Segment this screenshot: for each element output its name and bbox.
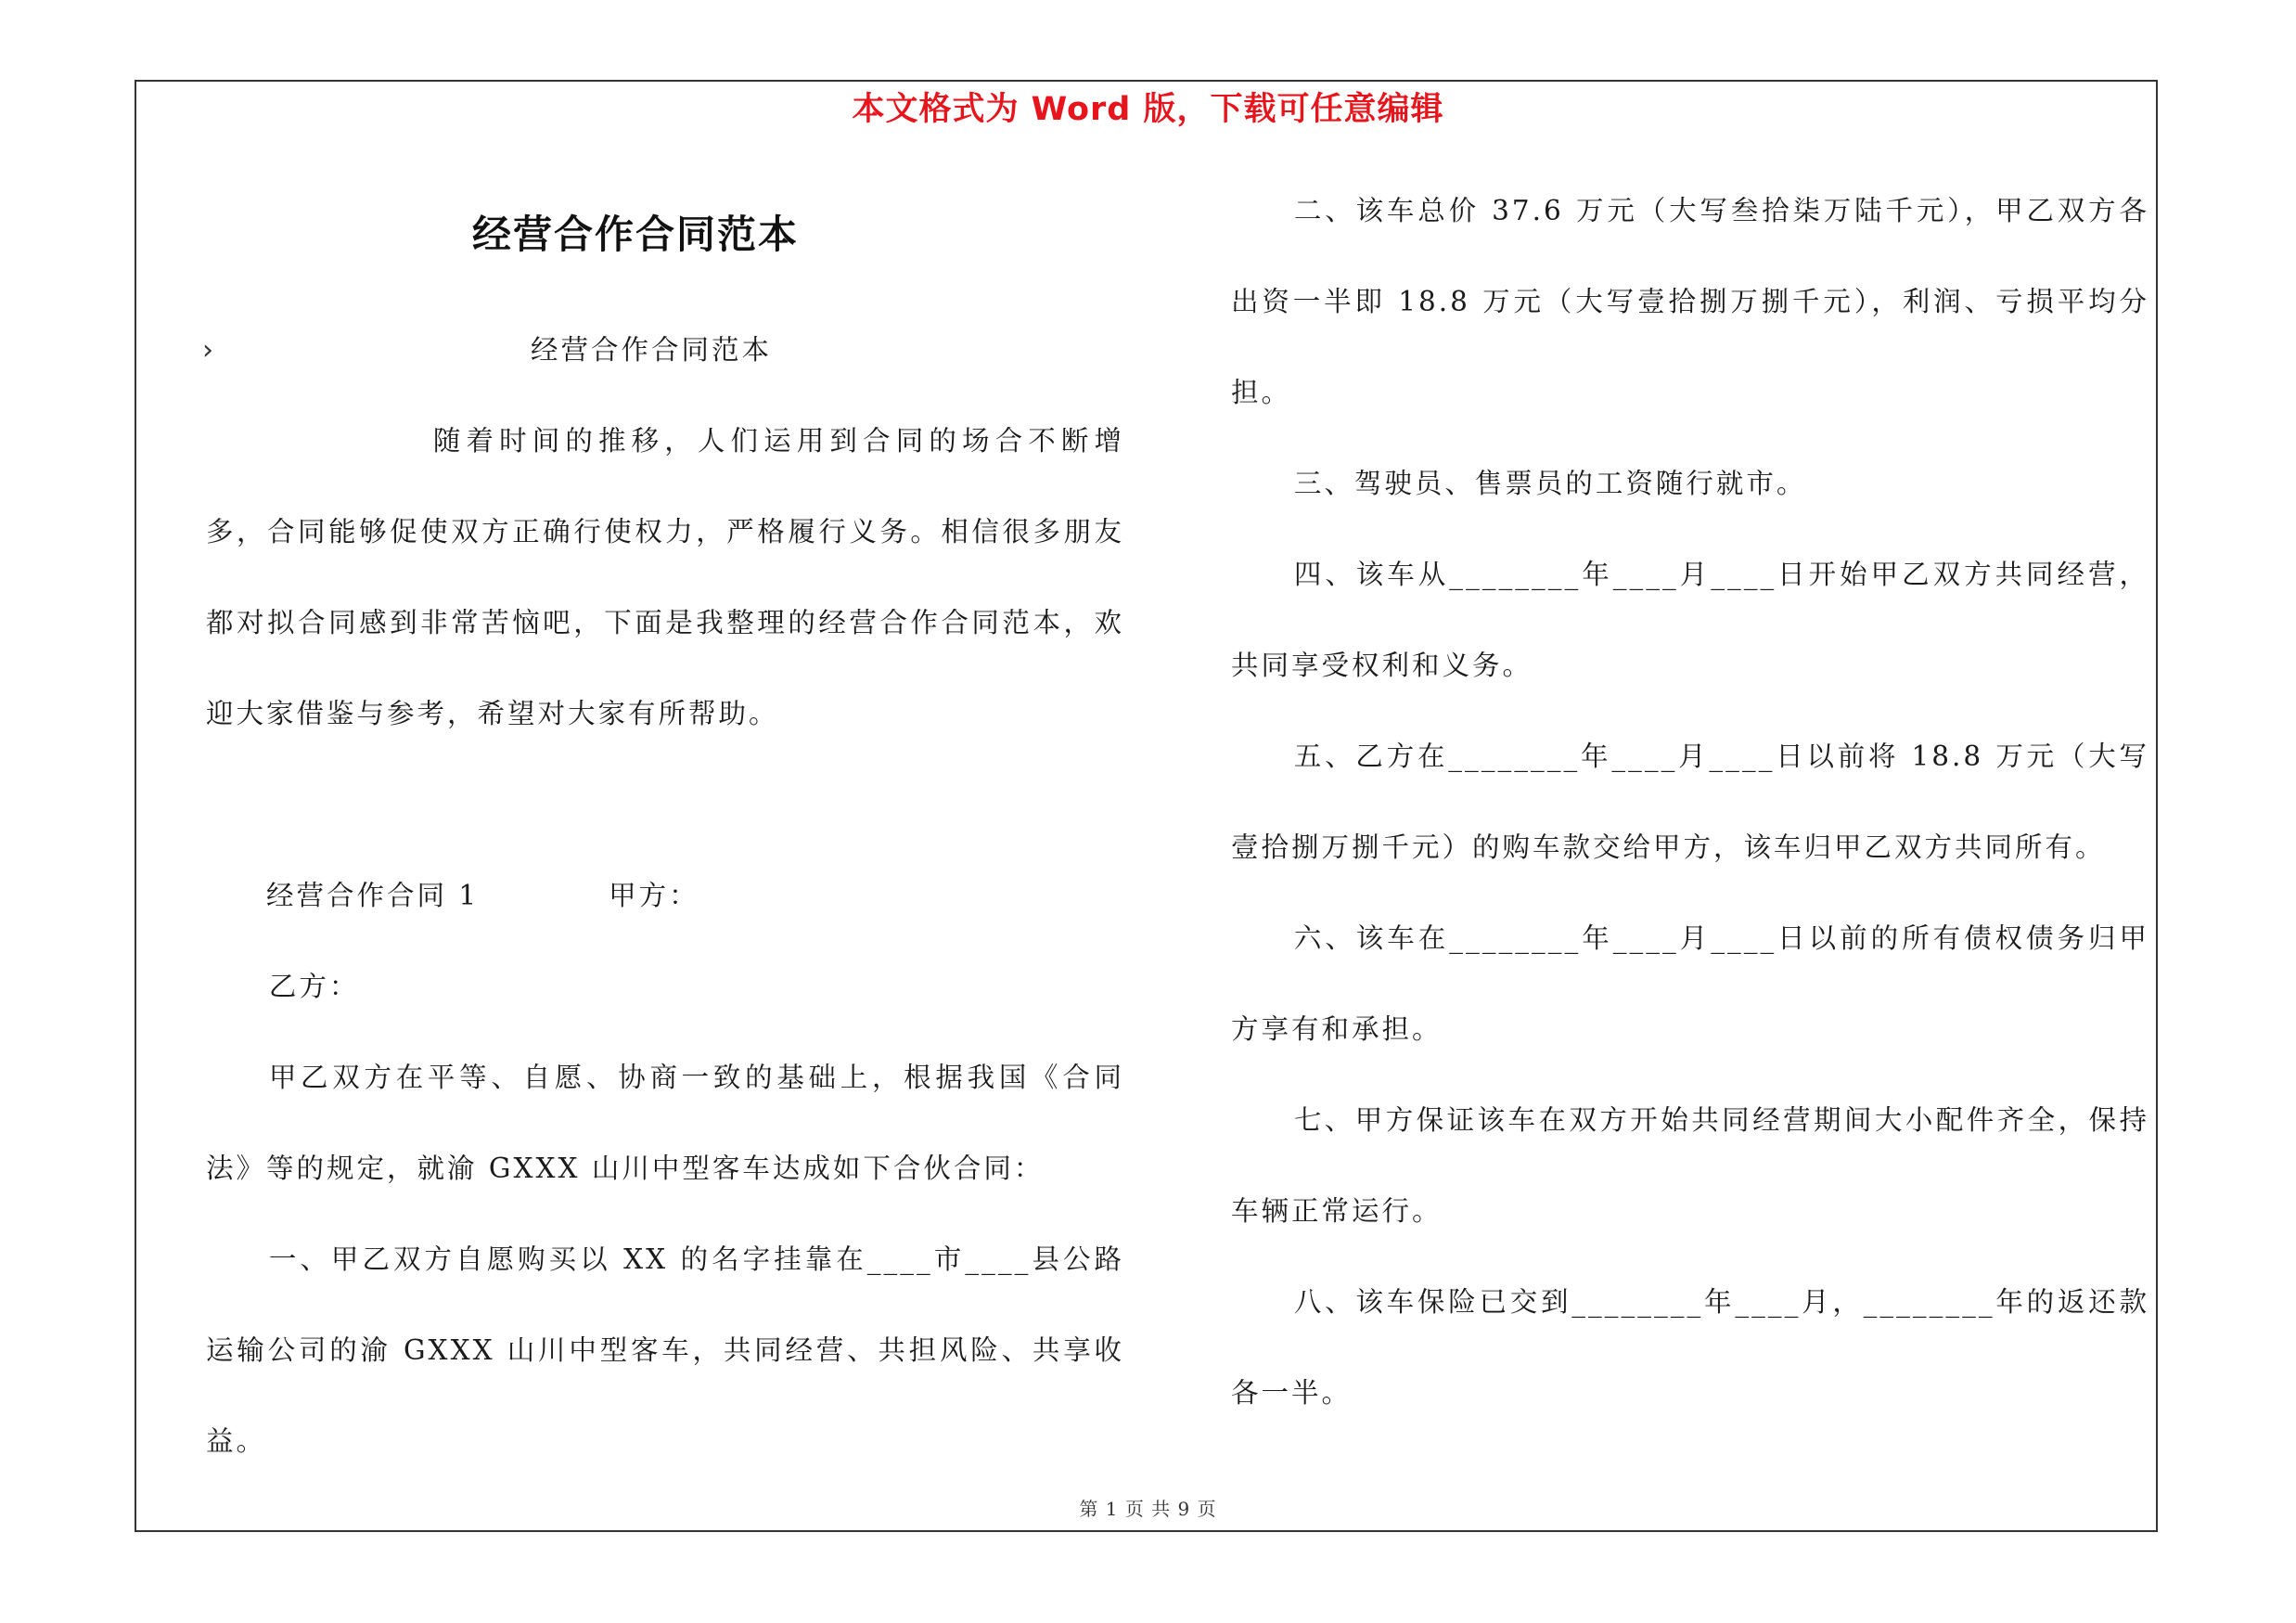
clause-8: 八、该车保险已交到________年____月，________年的返还款各一半。 (1231, 1286, 2149, 1409)
party-a-label: 甲方： (609, 880, 699, 911)
clause-5: 五、乙方在________年____月____日以前将 18.8 万元（大写壹拾捌万捌千元）的购车款交给甲方，该车归甲乙双方共同所有。 (1231, 741, 2149, 863)
clause-2: 二、该车总价 37.6 万元（大写叁拾柒万陆千元），甲乙双方各出资一半即 18.8 万元（大写壹拾捌万捌千元），利润、亏损平均分担。 (1231, 195, 2149, 408)
spacer (206, 759, 1124, 850)
chevron-right-icon: › (202, 334, 213, 367)
left-column (206, 304, 1124, 1487)
contract-heading: 经营合作合同 1 (266, 880, 480, 911)
page-number-footer: 第 1 页 共 9 页 (1079, 1498, 1217, 1520)
contract-heading-line (206, 850, 1124, 941)
clause-3: 三、驾驶员、售票员的工资随行就市。 (1293, 468, 1807, 499)
word-format-banner: 本文格式为 Word 版，下载可任意编辑 (852, 91, 1444, 128)
clause-7: 七、甲方保证该车在双方开始共同经营期间大小配件齐全，保持车辆正常运行。 (1231, 1104, 2149, 1227)
document-title: 经营合作合同范本 (471, 212, 799, 257)
party-b-label: 乙方： (268, 971, 360, 1002)
preamble-paragraph: 甲乙双方在平等、自愿、协商一致的基础上，根据我国《合同法》等的规定，就渝 GXXX 山川中型客车达成如下合伙合同： (206, 1062, 1124, 1184)
clause-4: 四、该车从________年____月____日开始甲乙双方共同经营，共同享受权利和义务。 (1231, 559, 2149, 681)
right-column (1231, 165, 2149, 1438)
clause-1: 一、甲乙双方自愿购买以 XX 的名字挂靠在____市____县公路运输公司的渝 GXXX 山川中型客车，共同经营、共担风险、共享收益。 (206, 1243, 1124, 1457)
subtitle: 经营合作合同范本 (531, 334, 773, 366)
intro-paragraph: 随着时间的推移，人们运用到合同的场合不断增多，合同能够促使双方正确行使权力，严格履行义务。相信很多朋友都对拟合同感到非常苦恼吧，下面是我整理的经营合作合同范本，欢迎大家借鉴与参考，希望对大家有所帮助。 (206, 425, 1124, 729)
clause-6: 六、该车在________年____月____日以前的所有债权债务归甲方享有和承担。 (1231, 922, 2149, 1045)
